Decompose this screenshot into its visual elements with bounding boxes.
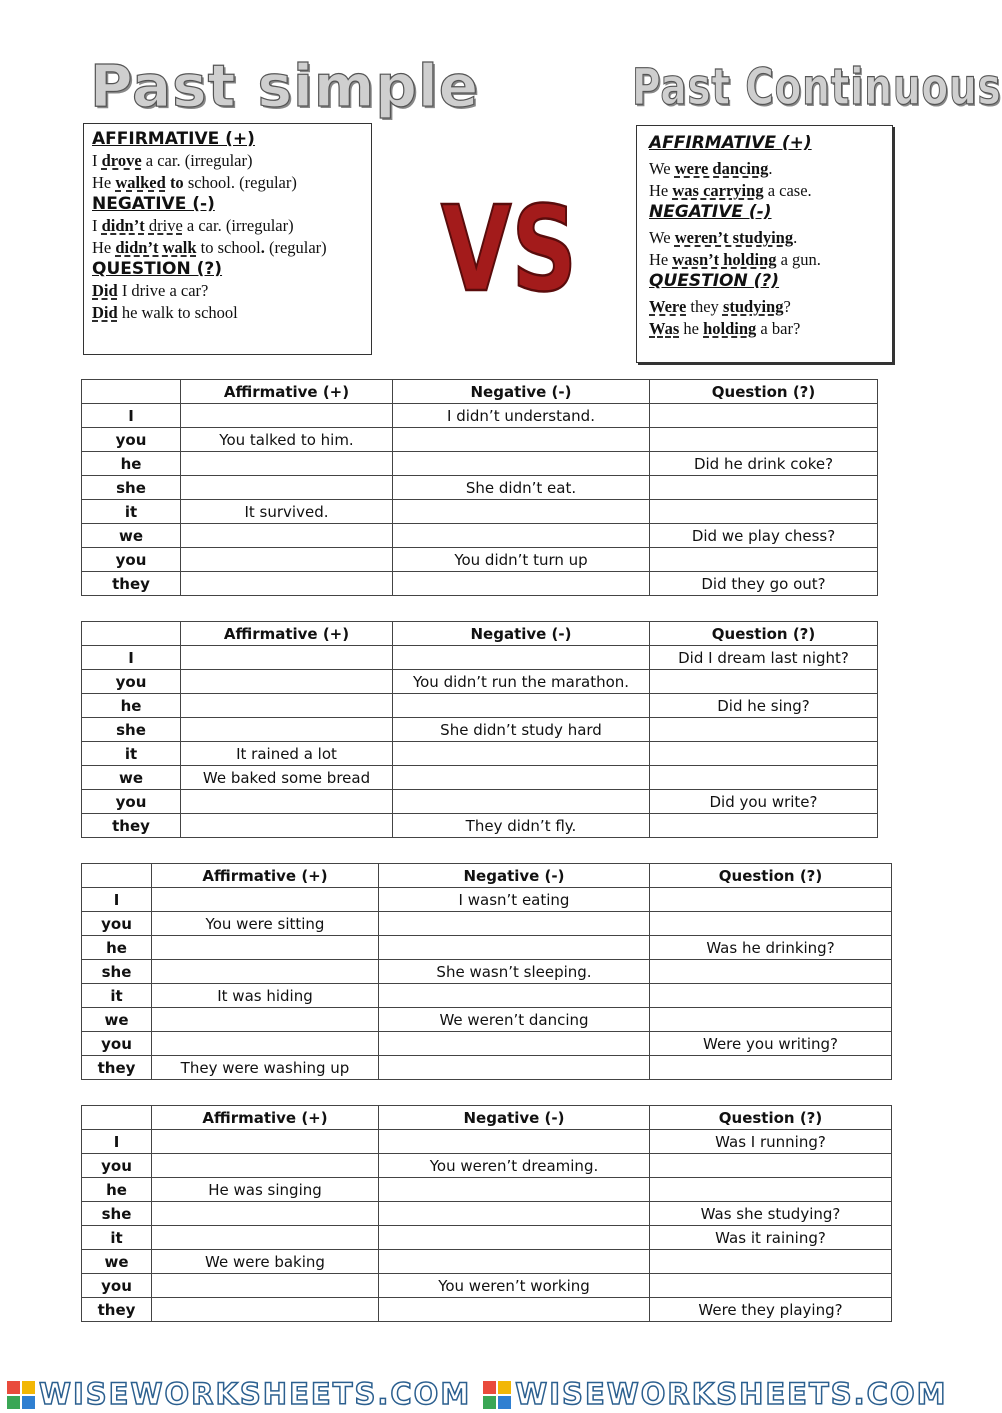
pronoun-cell: you [82,1154,152,1178]
negative-cell[interactable] [379,1250,650,1274]
question-cell[interactable]: Did he sing? [650,694,878,718]
negative-cell[interactable] [393,646,650,670]
question-cell[interactable]: Did they go out? [650,572,878,596]
pronoun-cell: you [82,548,181,572]
column-header: Negative (-) [393,380,650,404]
pc-aff-example-1: We were dancing. [649,159,773,178]
negative-cell[interactable]: She wasn’t sleeping. [379,960,650,984]
table-row [82,500,878,524]
ps-q-example-2: Did he walk to school [92,302,238,322]
negative-cell[interactable] [393,500,650,524]
table-row [82,1274,892,1298]
affirmative-cell[interactable]: You talked to him. [181,428,393,452]
negative-cell[interactable] [393,766,650,790]
pronoun-cell: he [82,452,181,476]
affirmative-cell[interactable] [181,404,393,428]
ps-question-heading: QUESTION (?) [92,259,223,279]
negative-cell[interactable]: They didn’t fly. [393,814,650,838]
column-header [82,864,152,888]
table-row [82,888,892,912]
negative-cell[interactable]: You weren’t dreaming. [379,1154,650,1178]
table-row [82,936,892,960]
negative-cell[interactable] [379,936,650,960]
affirmative-cell[interactable] [152,1274,379,1298]
past-continuous-box [636,125,893,363]
pronoun-cell: you [82,1032,152,1056]
table-row [82,1056,892,1080]
vs-graphic [437,180,581,318]
table-row [82,452,878,476]
affirmative-cell[interactable] [181,452,393,476]
pronoun-cell: you [82,1274,152,1298]
question-cell[interactable] [650,1178,892,1202]
question-cell[interactable]: Was he drinking? [650,936,892,960]
question-cell[interactable]: Did I dream last night? [650,646,878,670]
ps-affirmative-heading: AFFIRMATIVE (+) [92,129,255,149]
pronoun-cell: she [82,960,152,984]
footer-watermark [0,1376,1000,1413]
column-header: Affirmative (+) [152,864,379,888]
brand-logo-icon [482,1380,512,1410]
negative-cell[interactable] [379,1056,650,1080]
question-cell[interactable] [650,766,878,790]
affirmative-cell[interactable] [152,1298,379,1322]
pronoun-cell: we [82,1250,152,1274]
affirmative-cell[interactable] [152,960,379,984]
question-cell[interactable] [650,814,878,838]
question-cell[interactable] [650,888,892,912]
affirmative-cell[interactable] [181,718,393,742]
pc-neg-example-1: We weren’t studying. [649,228,798,247]
negative-cell[interactable] [379,912,650,936]
column-header: Negative (-) [379,1106,650,1130]
negative-cell[interactable] [379,1226,650,1250]
affirmative-cell[interactable] [181,670,393,694]
table-row [82,1008,892,1032]
negative-cell[interactable] [393,572,650,596]
affirmative-cell[interactable] [152,1226,379,1250]
question-cell[interactable] [650,476,878,500]
column-header: Question (?) [650,622,878,646]
pronoun-cell: it [82,500,181,524]
question-cell[interactable] [650,548,878,572]
title-past-simple: Past simple [90,52,480,120]
pronoun-cell: I [82,646,181,670]
negative-cell[interactable] [379,1202,650,1226]
column-header: Affirmative (+) [181,380,393,404]
negative-cell[interactable] [379,1032,650,1056]
affirmative-cell[interactable] [181,646,393,670]
affirmative-cell[interactable] [152,888,379,912]
table-row [82,1202,892,1226]
negative-cell[interactable]: I didn’t understand. [393,404,650,428]
ps-negative-heading: NEGATIVE (-) [92,194,215,214]
ps-neg-example-1: I didn’t drive a car. (irregular) [92,216,294,235]
pronoun-cell: she [82,476,181,500]
question-cell[interactable] [650,912,892,936]
question-cell[interactable]: Were they playing? [650,1298,892,1322]
pronoun-cell: he [82,936,152,960]
column-header: Affirmative (+) [181,622,393,646]
affirmative-cell[interactable]: It rained a lot [181,742,393,766]
affirmative-cell[interactable] [181,524,393,548]
question-cell[interactable] [650,404,878,428]
negative-cell[interactable]: We weren’t dancing [379,1008,650,1032]
negative-cell[interactable] [379,1298,650,1322]
ps-aff-example-1: I drove a car. (irregular) [92,151,253,170]
affirmative-cell[interactable]: We baked some bread [181,766,393,790]
column-header: Question (?) [650,380,878,404]
pronoun-cell: we [82,524,181,548]
negative-cell[interactable]: I wasn’t eating [379,888,650,912]
negative-cell[interactable] [393,694,650,718]
table-row [82,790,878,814]
pronoun-cell: she [82,1202,152,1226]
affirmative-cell[interactable] [181,548,393,572]
question-cell[interactable] [650,428,878,452]
table-row [82,742,878,766]
pronoun-cell: you [82,912,152,936]
question-cell[interactable]: Did you write? [650,790,878,814]
question-cell[interactable] [650,742,878,766]
pc-q-example-1: Were they studying? [649,297,791,316]
pronoun-cell: it [82,1226,152,1250]
footer-brand-text: WISEWORKSHEETS.COM [39,1377,472,1411]
pc-q-example-2: Was he holding a bar? [649,318,801,338]
question-cell[interactable] [650,960,892,984]
affirmative-cell[interactable] [152,1202,379,1226]
question-cell[interactable]: Was I running? [650,1130,892,1154]
table-row [82,1226,892,1250]
question-cell[interactable]: Were you writing? [650,1032,892,1056]
pronoun-cell: they [82,1298,152,1322]
pronoun-cell: I [82,888,152,912]
vs-text: VS [441,180,577,318]
table-row [82,428,878,452]
affirmative-cell[interactable]: It was hiding [152,984,379,1008]
exercise-table-2 [81,621,878,838]
footer-brand-2 [476,1376,947,1413]
exercise-table-1 [81,379,878,596]
question-cell[interactable] [650,1056,892,1080]
affirmative-cell[interactable] [181,790,393,814]
column-header [82,1106,152,1130]
pronoun-cell: we [82,766,181,790]
ps-neg-example-2: He didn’t walk to school. (regular) [92,237,327,257]
affirmative-cell[interactable] [152,1130,379,1154]
negative-cell[interactable]: You didn’t turn up [393,548,650,572]
pronoun-cell: you [82,428,181,452]
pronoun-cell: we [82,1008,152,1032]
column-header: Question (?) [650,864,892,888]
question-cell[interactable]: Was she studying? [650,1202,892,1226]
table-header-row [82,1106,892,1130]
negative-cell[interactable]: She didn’t study hard [393,718,650,742]
affirmative-cell[interactable]: We were baking [152,1250,379,1274]
negative-cell[interactable] [393,452,650,476]
table-header-row [82,622,878,646]
affirmative-cell[interactable]: He was singing [152,1178,379,1202]
question-cell[interactable]: Did we play chess? [650,524,878,548]
affirmative-cell[interactable] [152,1154,379,1178]
question-cell[interactable] [650,1154,892,1178]
pronoun-cell: it [82,742,181,766]
pronoun-cell: he [82,1178,152,1202]
table-row [82,1298,892,1322]
negative-cell[interactable] [393,742,650,766]
negative-cell[interactable]: You weren’t working [379,1274,650,1298]
column-header: Negative (-) [393,622,650,646]
table-row [82,1178,892,1202]
question-cell[interactable]: Was it raining? [650,1226,892,1250]
affirmative-cell[interactable]: It survived. [181,500,393,524]
pronoun-cell: she [82,718,181,742]
negative-cell[interactable] [379,1178,650,1202]
affirmative-cell[interactable] [152,1032,379,1056]
table-row [82,670,878,694]
negative-cell[interactable] [379,984,650,1008]
affirmative-cell[interactable] [152,1008,379,1032]
affirmative-cell[interactable]: They were washing up [152,1056,379,1080]
column-header: Question (?) [650,1106,892,1130]
pc-affirmative-heading: AFFIRMATIVE (+) [649,133,812,153]
affirmative-cell[interactable] [181,476,393,500]
table-row [82,1130,892,1154]
pronoun-cell: they [82,1056,152,1080]
table-row [82,646,878,670]
question-cell[interactable]: Did he drink coke? [650,452,878,476]
table-header-row [82,380,878,404]
table-row [82,766,878,790]
affirmative-cell[interactable] [181,814,393,838]
table-row [82,718,878,742]
table-row [82,1032,892,1056]
brand-logo-icon [6,1380,36,1410]
question-cell[interactable] [650,500,878,524]
table-row [82,912,892,936]
affirmative-cell[interactable]: You were sitting [152,912,379,936]
question-cell[interactable] [650,1250,892,1274]
table-header-row [82,864,892,888]
pronoun-cell: you [82,670,181,694]
ps-aff-example-2: He walked to school. (regular) [92,172,297,192]
pronoun-cell: you [82,790,181,814]
negative-cell[interactable]: She didn’t eat. [393,476,650,500]
table-row [82,984,892,1008]
footer-brand-1 [0,1376,471,1413]
past-simple-box [83,123,372,355]
affirmative-cell[interactable] [152,936,379,960]
column-header [82,622,181,646]
pronoun-cell: they [82,572,181,596]
table-row [82,1250,892,1274]
exercise-table-3 [81,863,892,1080]
table-row [82,476,878,500]
title-past-continuous: Past Continuous [632,58,1002,116]
pronoun-cell: I [82,1130,152,1154]
pc-neg-example-2: He wasn’t holding a gun. [649,249,821,269]
negative-cell[interactable]: You didn’t run the marathon. [393,670,650,694]
question-cell[interactable] [650,1274,892,1298]
negative-cell[interactable] [393,524,650,548]
table-row [82,548,878,572]
negative-cell[interactable] [393,790,650,814]
question-cell[interactable] [650,670,878,694]
column-header: Negative (-) [379,864,650,888]
pronoun-cell: it [82,984,152,1008]
table-row [82,524,878,548]
pronoun-cell: he [82,694,181,718]
pc-question-heading: QUESTION (?) [649,271,780,291]
negative-cell[interactable] [393,428,650,452]
table-row [82,960,892,984]
table-row [82,1154,892,1178]
footer-brand-text: WISEWORKSHEETS.COM [515,1377,948,1411]
negative-cell[interactable] [379,1130,650,1154]
exercise-table-4 [81,1105,892,1322]
table-row [82,404,878,428]
column-header: Affirmative (+) [152,1106,379,1130]
table-row [82,814,878,838]
affirmative-cell[interactable] [181,572,393,596]
column-header [82,380,181,404]
pronoun-cell: they [82,814,181,838]
pronoun-cell: I [82,404,181,428]
table-row [82,694,878,718]
pc-negative-heading: NEGATIVE (-) [649,202,772,222]
ps-q-example-1: Did I drive a car? [92,281,209,300]
question-cell[interactable] [650,718,878,742]
table-row [82,572,878,596]
affirmative-cell[interactable] [181,694,393,718]
question-cell[interactable] [650,984,892,1008]
pc-aff-example-2: He was carrying a case. [649,180,812,200]
question-cell[interactable] [650,1008,892,1032]
